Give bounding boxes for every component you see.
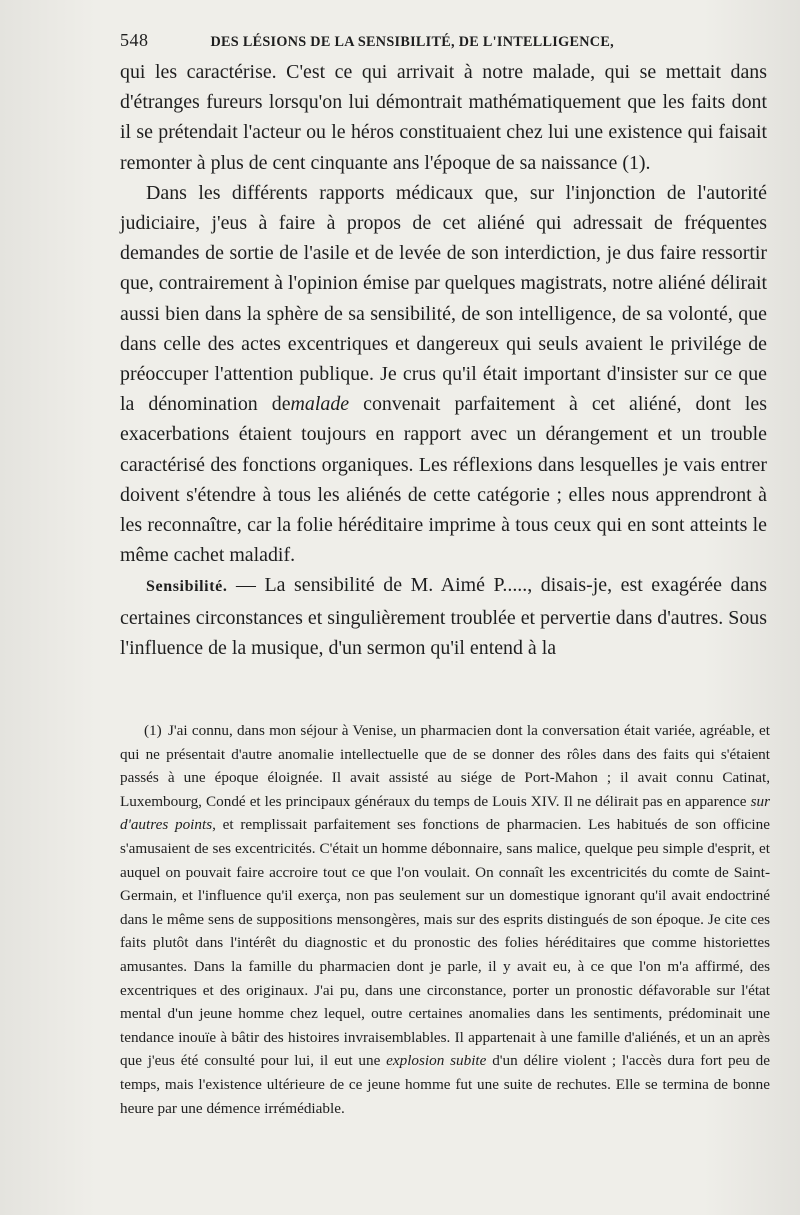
footnote-marker: (1) xyxy=(144,722,162,739)
footnote-italic-b: explosion subite xyxy=(386,1052,487,1070)
paragraph-sensibility xyxy=(120,570,767,663)
page-number: 548 xyxy=(120,30,149,50)
paragraph-reports xyxy=(120,178,767,571)
footnote-paragraph xyxy=(120,719,770,1120)
footnote xyxy=(120,719,770,1120)
footnote-italic-a: sur d'autres points xyxy=(120,792,770,834)
footnote-text-c: d'un délire violent ; l'accès dura fort peu de temps, mais l'existence ultérieure de ce jeune homme fut une suite de rechutes. Elle se termina de bonne heure par une démence irrémédiable. xyxy=(120,1052,770,1117)
running-title: DES LÉSIONS DE LA SENSIBILITÉ, DE L'INTELLIGENCE, xyxy=(210,34,614,50)
paragraph-sensibility-text: — La sensibilité de M. Aimé P....., disais-je, est exagérée dans certaines circonstances et singulièrement troublée et pervertie dans d'autres. Sous l'influence de la musique, d'un sermon qu'il entend à la xyxy=(120,574,767,659)
paragraph-reports-text-a: Dans les différents rapports médicaux que, sur l'injonction de l'autorité judiciaire, j'eus à faire à propos de cet aliéné qui adressait de fréquentes demandes de sortie de l'asile et de levée de son interdiction, je dus faire ressortir que, contrairement à l'opinion émise par quelques magistrats, notre aliéné délirait aussi bien dans la sphère de sa sensibilité, de son intelligence, de sa volonté, que dans celle des actes excentriques et dangereux qui seuls avaient le privilége de préoccuper l'attention publique. Je crus qu'il était important d'insister sur ce que la dénomination de xyxy=(120,181,767,416)
paragraph-continuation: qui les caractérise. C'est ce qui arrivait à notre malade, qui se mettait dans d'étranges fureurs lorsqu'on lui démontrait mathématiquement que les faits dont il se prétendait l'acteur ou le héros constituaient chez lui une existence qui faisait remonter à plus de cent cinquante ans l'époque de sa naissance (1). xyxy=(120,61,767,174)
italic-word-malade: malade xyxy=(290,393,350,416)
section-heading-sensibilite: Sensibilité. xyxy=(146,578,228,596)
paragraph-reports-text-b: convenait parfaitement à cet aliéné, dont les exacerbations étaient toujours en rapport avec un dérangement et un trouble caractérisé des fonctions organiques. Les réflexions dans lesquelles je vais entrer doivent s'étendre à tous les aliénés de cette catégorie ; elles nous apprendront à les reconnaître, car la folie héréditaire imprime à tous ceux qui en sont atteints le même cachet maladif. xyxy=(120,393,767,567)
page-header xyxy=(120,30,770,54)
footnote-text-a: J'ai connu, dans mon séjour à Venise, un pharmacien dont la conversation était variée, agréable, et qui ne présentait d'autre anomalie intellectuelle que de se donner des rôles dans des faits qui s'étaient passés à une époque éloignée. Il avait assisté au siége de Port-Mahon ; il avait connu Catinat, Luxembourg, Condé et les principaux généraux du temps de Louis XIV. Il ne délirait pas en apparence xyxy=(120,722,770,810)
main-text xyxy=(120,57,767,663)
footnote-text-b: , et remplissait parfaitement ses fonctions de pharmacien. Les habitués de son officine s'amusaient de ses excentricités. C'était un homme débonnaire, sans malice, quelque peu simple d'esprit, et auquel on pouvait faire accroire tout ce que l'on voulait. On connaît les excentricités du comte de Saint-Germain, et l'influence qu'il exerça, non pas seulement sur un domestique ignorant qu'il avait endoctriné dans le même sens de suppositions mensongères, mais sur des esprits distingués de son époque. Je cite ces faits plutôt dans l'intérêt du diagnostic et du pronostic des folies héréditaires que comme historiettes amusantes. Dans la famille du pharmacien dont je parle, il y avait eu, à ce que l'on m'a affirmé, des excentriques et des originaux. J'ai pu, dans une circonstance, porter un pronostic défavorable sur l'état mental d'un jeune homme chez lequel, outre certaines anomalies dans les sentiments, prédominait une tendance inouïe à bâtir des histoires invraisemblables. Il appartenait à une famille d'aliénés, et un an après que j'eus été consulté pour lui, il eut une xyxy=(120,816,770,1070)
